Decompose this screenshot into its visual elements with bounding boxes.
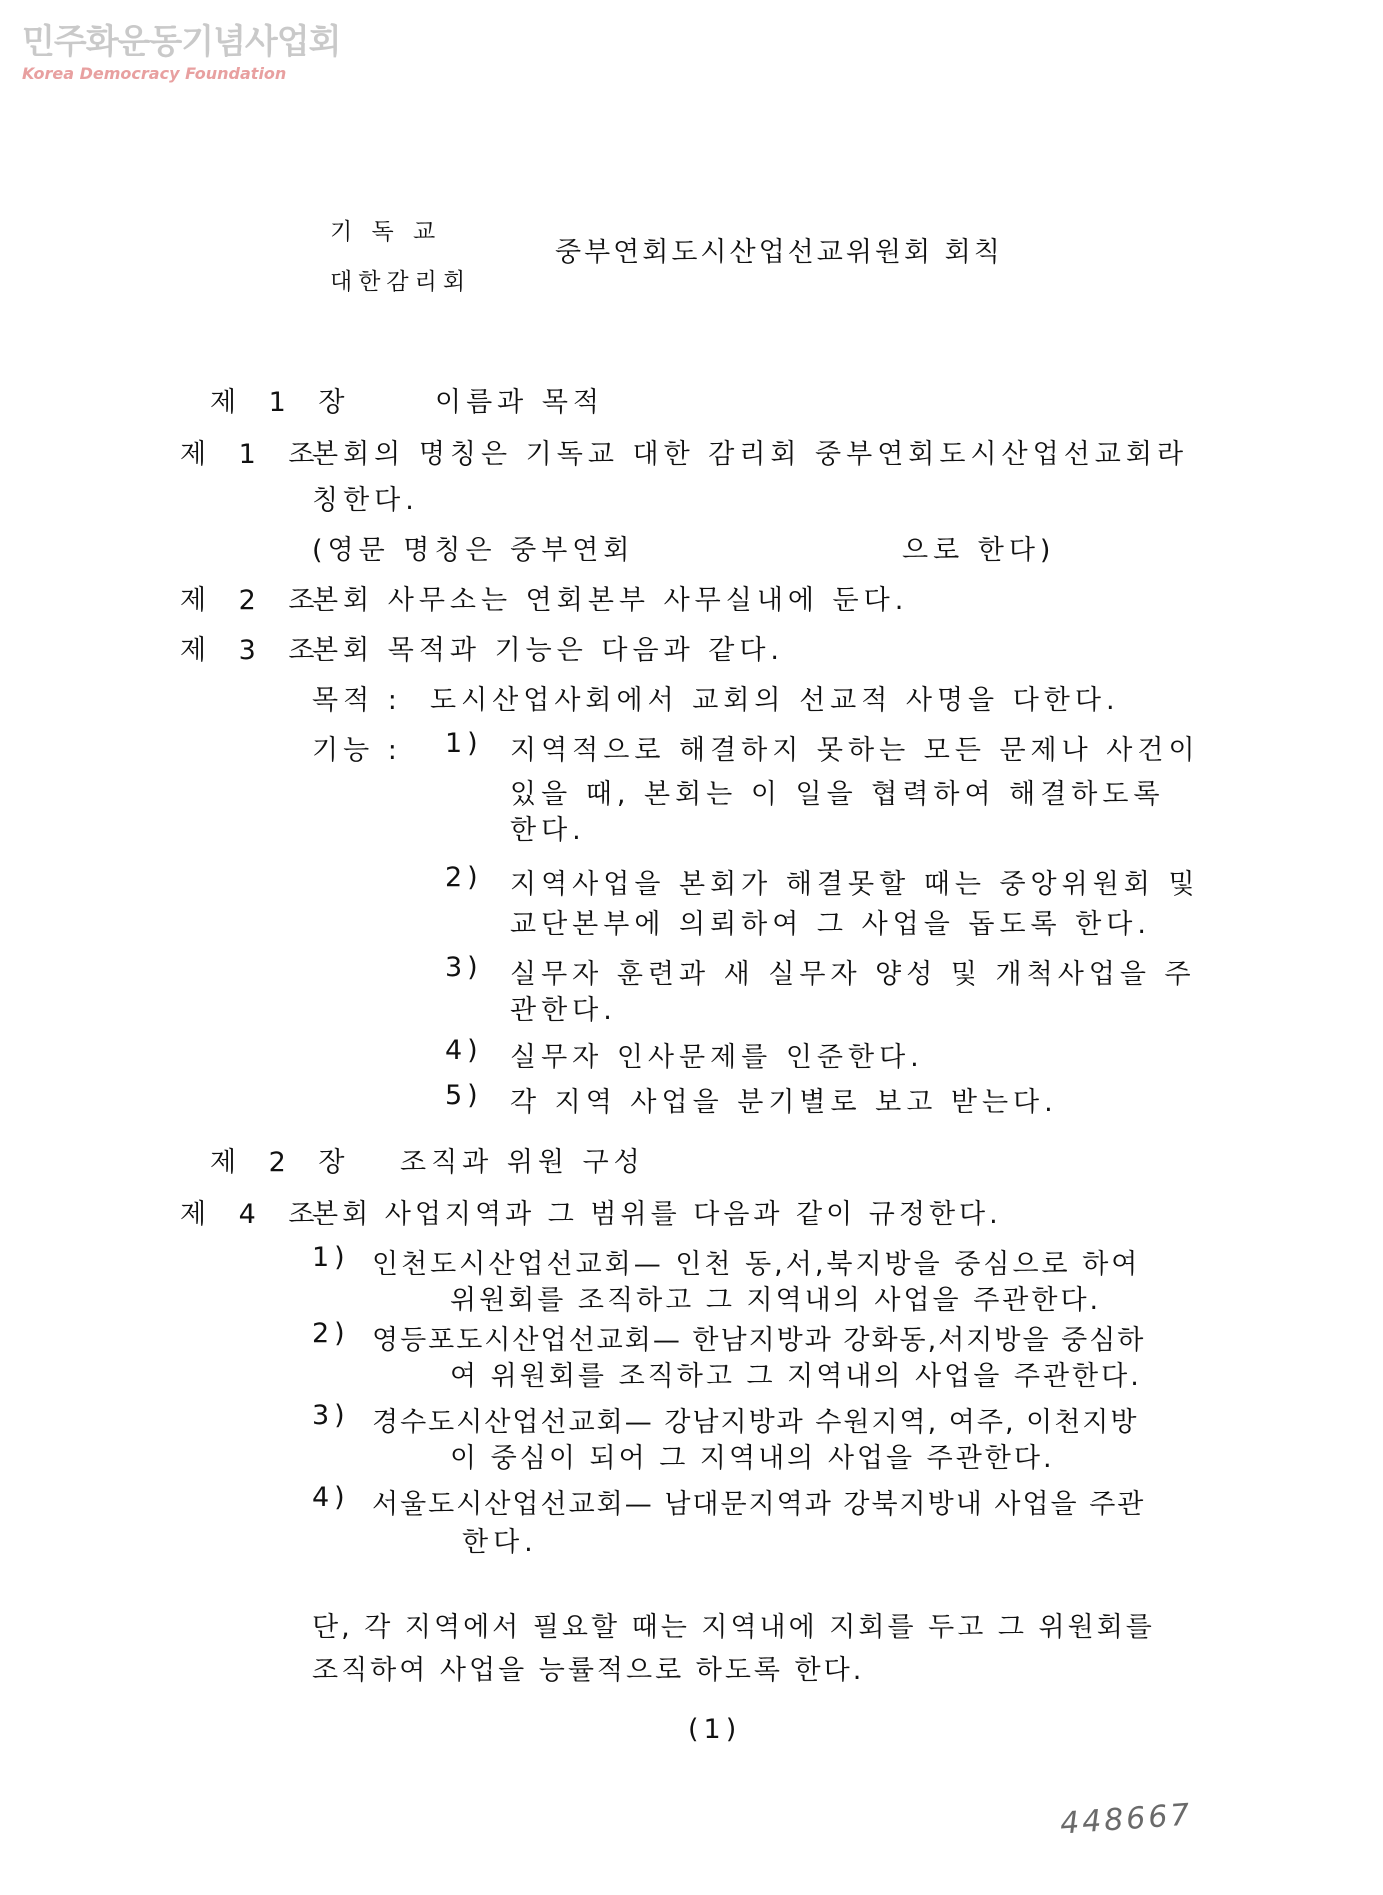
purpose-label: 목적 :	[312, 685, 402, 716]
article-2-label: 제 2 조	[180, 585, 327, 616]
org-line-2: 대한감리회	[330, 269, 472, 295]
function-1-line-3: 한다.	[510, 815, 586, 846]
document-title: 중부연회도시산업선교위원회 회칙	[555, 237, 1003, 268]
article-4-note-line-1: 단, 각 지역에서 필요할 때는 지역내에 지회를 두고 그 위원회를	[312, 1612, 1155, 1643]
function-4-num: 4)	[445, 1035, 483, 1066]
region-4-line-1: 서울도시산업선교회— 남대문지역과 강북지방내 사업을 주관	[372, 1489, 1146, 1520]
region-2-line-1: 영등포도시산업선교회— 한남지방과 강화동,서지방을 중심하	[372, 1325, 1146, 1356]
region-4-line-2: 한다.	[462, 1527, 538, 1558]
article-1-english-name-a: (영문 명칭은 중부연회	[312, 535, 635, 566]
article-4-note-line-2: 조직하여 사업을 능률적으로 하도록 한다.	[312, 1655, 865, 1686]
chapter-2-title: 조직과 위원 구성	[400, 1147, 645, 1178]
region-3-num: 3)	[312, 1400, 350, 1431]
region-3-line-1: 경수도시산업선교회— 강남지방과 수원지역, 여주, 이천지방	[372, 1407, 1139, 1438]
article-4-text: 본회 사업지역과 그 범위를 다음과 같이 규정한다.	[312, 1199, 1002, 1230]
chapter-1-title: 이름과 목적	[435, 387, 604, 418]
article-1-line-1: 본회의 명칭은 기독교 대한 감리회 중부연회도시산업선교회라	[312, 439, 1189, 470]
purpose-text: 도시산업사회에서 교회의 선교적 사명을 다한다.	[430, 685, 1120, 716]
region-2-line-2: 여 위원회를 조직하고 그 지역내의 사업을 주관한다.	[450, 1361, 1142, 1392]
org-line-1: 기 독 교	[330, 219, 442, 245]
page-number: (1)	[688, 1714, 742, 1745]
article-3-label: 제 3 조	[180, 635, 327, 666]
function-2-num: 2)	[445, 862, 483, 893]
function-2-line-2: 교단본부에 의뢰하여 그 사업을 돕도록 한다.	[510, 909, 1151, 940]
watermark-english: Korea Democracy Foundation	[22, 64, 287, 83]
function-1-line-1: 지역적으로 해결하지 못하는 모든 문제나 사건이	[510, 735, 1200, 766]
region-1-line-1: 인천도시산업선교회— 인천 동,서,북지방을 중심으로 하여	[372, 1249, 1141, 1280]
function-2-line-1: 지역사업을 본회가 해결못할 때는 중앙위원회 및	[510, 869, 1200, 900]
function-3-line-2: 관한다.	[510, 995, 617, 1026]
region-1-line-2: 위원회를 조직하고 그 지역내의 사업을 주관한다.	[450, 1285, 1102, 1316]
watermark-korean: 민주화운동기념사업회	[22, 22, 341, 62]
function-1-line-2: 있을 때, 본회는 이 일을 협력하여 해결하도록	[510, 779, 1165, 810]
function-3-num: 3)	[445, 952, 483, 983]
region-3-line-2: 이 중심이 되어 그 지역내의 사업을 주관한다.	[450, 1443, 1055, 1474]
article-1-label: 제 1 조	[180, 439, 327, 470]
region-4-num: 4)	[312, 1482, 350, 1513]
function-1-num: 1)	[445, 728, 483, 759]
region-1-num: 1)	[312, 1242, 350, 1273]
article-1-line-2: 칭한다.	[312, 485, 419, 516]
chapter-1-label: 제 1 장	[210, 387, 357, 418]
function-3-line-1: 실무자 훈련과 새 실무자 양성 및 개척사업을 주	[510, 959, 1196, 990]
article-3-text: 본회 목적과 기능은 다음과 같다.	[312, 635, 784, 666]
region-2-num: 2)	[312, 1318, 350, 1349]
article-2-text: 본회 사무소는 연회본부 사무실내에 둔다.	[312, 585, 909, 616]
article-1-english-name-b: 으로 한다)	[902, 535, 1056, 566]
function-5-num: 5)	[445, 1080, 483, 1111]
function-label: 기능 :	[312, 735, 402, 766]
handwritten-note: 448667	[1058, 1797, 1194, 1842]
article-4-label: 제 4 조	[180, 1199, 327, 1230]
chapter-2-label: 제 2 장	[210, 1147, 357, 1178]
function-5-line-1: 각 지역 사업을 분기별로 보고 받는다.	[510, 1087, 1058, 1118]
function-4-line-1: 실무자 인사문제를 인준한다.	[510, 1042, 924, 1073]
